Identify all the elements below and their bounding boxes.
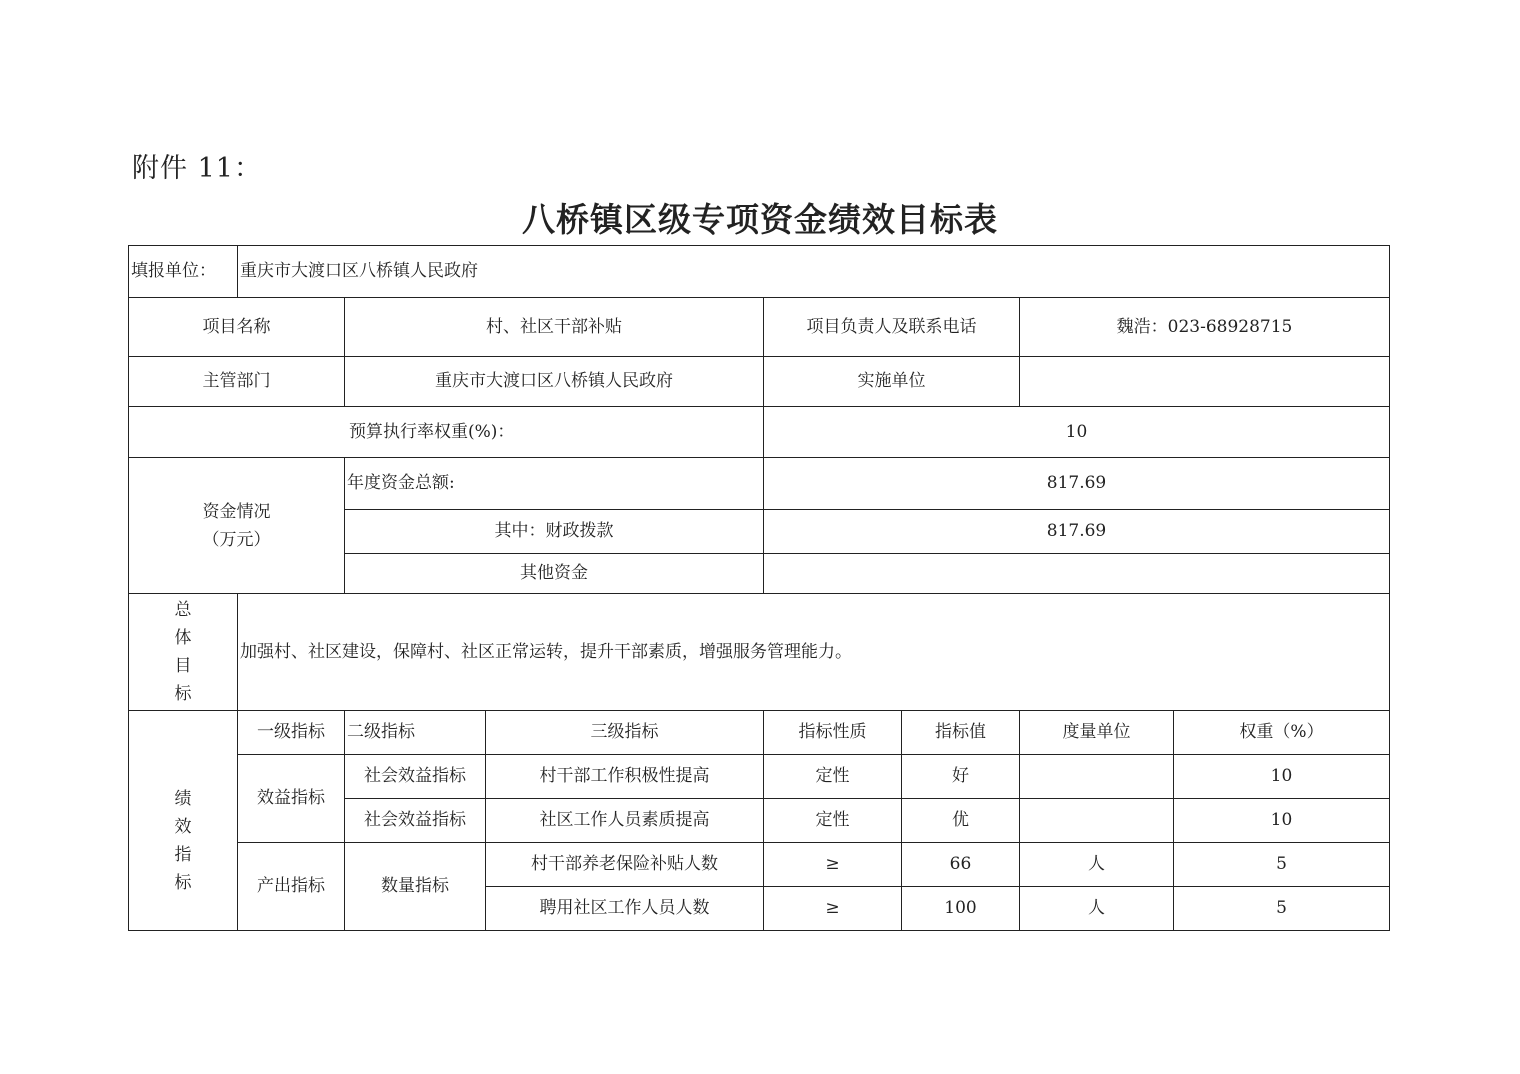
goal-label	[129, 594, 237, 710]
group-level1: 产出指标	[257, 876, 325, 897]
other-funds-label: 其他资金	[520, 563, 588, 584]
annual-funds-label: 年度资金总额:	[347, 473, 455, 494]
row-weight: 10	[1270, 810, 1293, 831]
indicators-label	[129, 711, 237, 930]
row-level3: 聘用社区工作人员人数	[539, 898, 710, 919]
group-level1: 效益指标	[257, 788, 325, 809]
row-level3: 村干部工作积极性提高	[539, 766, 710, 787]
goal-label-char: 总	[174, 600, 192, 620]
table-border-bottom	[128, 930, 1390, 931]
row-weight: 5	[1276, 898, 1287, 919]
row-value: 100	[944, 898, 977, 919]
funds-label-line1: 资金情况	[202, 501, 271, 522]
funds-label	[129, 458, 344, 593]
row-unit: 人	[1088, 898, 1105, 919]
header-level3: 三级指标	[590, 722, 659, 743]
row-level3: 村干部养老保险补贴人数	[531, 854, 718, 875]
indicators-label-char: 绩	[174, 788, 192, 809]
header-level2: 二级指标	[347, 722, 415, 743]
row-nature: ≥	[825, 898, 840, 919]
project-name-label: 项目名称	[202, 316, 271, 337]
indicators-label-char: 指	[174, 844, 192, 865]
indicators-label-char: 效	[174, 816, 192, 837]
budget-rate-label: 预算执行率权重(%)：	[349, 421, 515, 442]
header-nature: 指标性质	[798, 722, 867, 743]
table-border-right	[1389, 245, 1390, 931]
row-value: 优	[952, 810, 969, 831]
impl-unit-value	[1020, 357, 1389, 406]
fiscal-funds-label: 其中：财政拨款	[494, 521, 614, 542]
goal-label-char: 目	[174, 656, 192, 676]
fiscal-funds-value: 817.69	[1046, 521, 1107, 542]
project-contact-label: 项目负责人及联系电话	[806, 316, 977, 337]
row-value: 66	[949, 854, 972, 875]
row-unit	[1020, 799, 1173, 842]
annual-funds-value: 817.69	[1046, 473, 1107, 494]
row-level2: 社会效益指标	[364, 766, 466, 787]
row-value: 好	[952, 766, 969, 787]
row-weight: 10	[1270, 766, 1293, 787]
header-level1: 一级指标	[257, 722, 325, 743]
funds-label-line2: （万元）	[202, 529, 271, 550]
attachment-label: 附件 11：	[132, 153, 262, 184]
row-level3: 社区工作人员素质提高	[539, 810, 710, 831]
header-value: 指标值	[935, 722, 986, 743]
other-funds-value	[764, 554, 1389, 593]
dept-value: 重庆市大渡口区八桥镇人民政府	[435, 371, 673, 392]
filler-value: 重庆市大渡口区八桥镇人民政府	[240, 261, 478, 282]
filler-label: 填报单位：	[131, 261, 216, 282]
impl-unit-label: 实施单位	[857, 371, 926, 392]
row-nature: 定性	[815, 810, 850, 831]
indicators-label-char: 标	[174, 872, 192, 893]
row-nature: ≥	[825, 854, 840, 875]
row-unit	[1020, 755, 1173, 798]
row-level2: 社会效益指标	[364, 810, 466, 831]
header-weight: 权重（%）	[1239, 722, 1324, 743]
project-name-value: 村、社区干部补贴	[486, 316, 622, 337]
budget-rate-value: 10	[1065, 421, 1088, 442]
goal-text: 加强村、社区建设，保障村、社区正常运转，提升干部素质，增强服务管理能力。	[240, 641, 852, 662]
group-level2: 数量指标	[381, 876, 449, 897]
dept-label: 主管部门	[202, 371, 271, 392]
goal-label-char: 体	[174, 628, 192, 648]
project-contact-value: 魏浩：023-68928715	[1116, 316, 1293, 337]
goal-label-char: 标	[174, 684, 192, 704]
row-nature: 定性	[815, 766, 850, 787]
row-unit: 人	[1088, 854, 1105, 875]
page-title: 八桥镇区级专项资金绩效目标表	[522, 200, 998, 239]
header-unit: 度量单位	[1062, 722, 1131, 743]
row-weight: 5	[1276, 854, 1287, 875]
